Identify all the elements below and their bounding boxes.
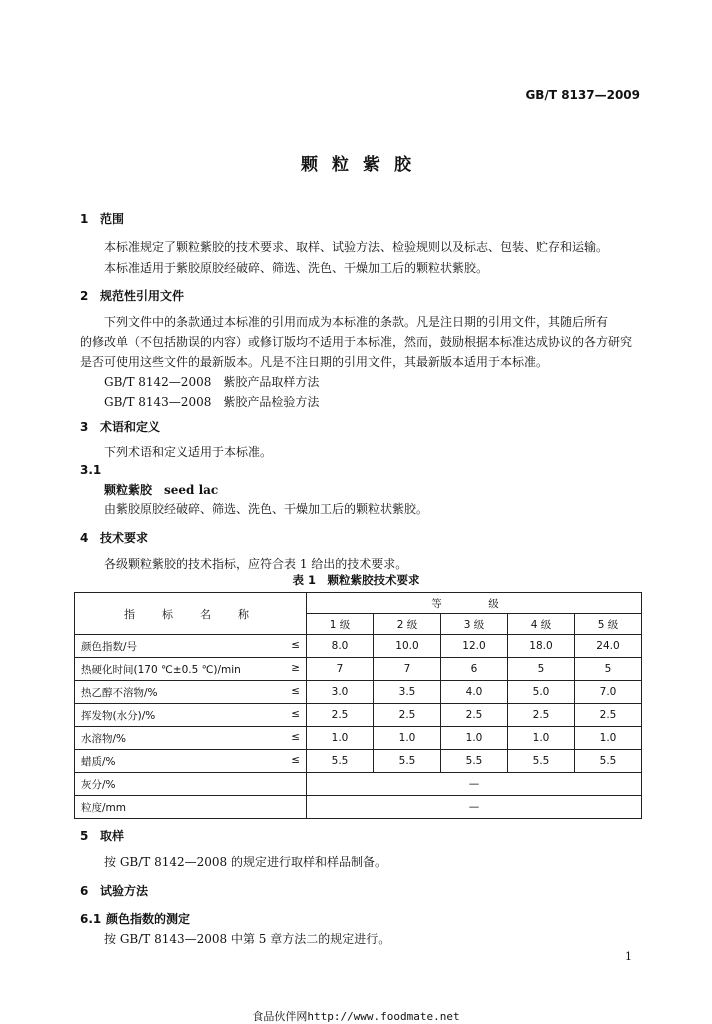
subsection-6-1-number: 6.1	[80, 912, 102, 926]
section-1-paragraph-2: 本标准适用于紫胶原胶经破碎、筛选、洗色、干燥加工后的颗粒状紫胶。	[104, 261, 489, 275]
table-row	[75, 796, 642, 819]
table-row	[75, 681, 642, 704]
table-cell: 2.5	[575, 704, 642, 727]
table-cell: 5.5	[575, 750, 642, 773]
subsection-6-1-title: 颜色指数的测定	[106, 912, 191, 926]
table-cell: 5.5	[508, 750, 575, 773]
row-label-cell	[75, 750, 307, 773]
section-4-paragraph: 各级颗粒紫胶的技术指标，应符合表 1 给出的技术要求。	[104, 557, 408, 571]
row-label: 粒度/mm	[75, 796, 307, 819]
table-cell: 5	[508, 658, 575, 681]
row-label: 颜色指数/号	[81, 640, 138, 653]
comparison-symbol: ≤	[291, 753, 300, 766]
reference-1: GB/T 8142—2008 紫胶产品取样方法	[104, 375, 320, 389]
table-row	[75, 635, 642, 658]
table-cell: 6	[441, 658, 508, 681]
row-label: 挥发物(水分)/%	[81, 709, 156, 722]
row-label: 热乙醇不溶物/%	[81, 686, 158, 699]
table-cell: 12.0	[441, 635, 508, 658]
table-cell: 1.0	[441, 727, 508, 750]
table-cell: 1.0	[508, 727, 575, 750]
table-cell: 3.5	[374, 681, 441, 704]
table-cell: 5	[575, 658, 642, 681]
row-label: 水溶物/%	[81, 732, 127, 745]
footer-watermark: 食品伙伴网http://www.foodmate.net	[252, 1010, 460, 1023]
level-header: 1 级	[307, 614, 374, 635]
table-row	[75, 773, 642, 796]
row-label: 灰分/%	[75, 773, 307, 796]
section-4-number: 4	[80, 531, 89, 545]
technical-requirements-table	[74, 592, 642, 819]
table-cell: 5.0	[508, 681, 575, 704]
table-cell: 10.0	[374, 635, 441, 658]
table-cell: 24.0	[575, 635, 642, 658]
row-label-cell	[75, 704, 307, 727]
page-number: 1	[625, 950, 632, 963]
section-5-title: 取样	[100, 829, 125, 843]
table-cell: 5.5	[307, 750, 374, 773]
table-cell: 2.5	[508, 704, 575, 727]
comparison-symbol: ≤	[291, 638, 300, 651]
subsection-3-1-number: 3.1	[80, 463, 102, 477]
table-cell: 5.5	[374, 750, 441, 773]
grade-header: 等 级	[307, 593, 642, 614]
table-caption: 表 1 颗粒紫胶技术要求	[292, 573, 420, 587]
table-row	[75, 704, 642, 727]
level-header: 3 级	[441, 614, 508, 635]
comparison-symbol: ≤	[291, 730, 300, 743]
level-header: 4 级	[508, 614, 575, 635]
section-2-paragraph-line-1: 下列文件中的条款通过本标准的引用而成为本标准的条款。凡是注日期的引用文件，其随后所有	[104, 315, 609, 329]
section-3-title: 术语和定义	[100, 420, 161, 434]
merged-cell: —	[307, 773, 642, 796]
level-header: 5 级	[575, 614, 642, 635]
term-name: 颗粒紫胶 seed lac	[104, 483, 219, 497]
merged-cell: —	[307, 796, 642, 819]
section-6-1-paragraph: 按 GB/T 8143—2008 中第 5 章方法二的规定进行。	[104, 932, 391, 946]
row-label-cell	[75, 727, 307, 750]
comparison-symbol: ≥	[291, 661, 300, 674]
table-cell: 1.0	[575, 727, 642, 750]
section-1-title: 范围	[100, 212, 125, 226]
section-1-number: 1	[80, 212, 89, 226]
table-row	[75, 750, 642, 773]
table-cell: 7.0	[575, 681, 642, 704]
table-cell: 2.5	[441, 704, 508, 727]
section-2-title: 规范性引用文件	[100, 289, 185, 303]
section-1-paragraph-1: 本标准规定了颗粒紫胶的技术要求、取样、试验方法、检验规则以及标志、包装、贮存和运输。	[104, 240, 609, 254]
table-cell: 3.0	[307, 681, 374, 704]
row-label-cell	[75, 658, 307, 681]
section-4-title: 技术要求	[100, 531, 149, 545]
table-cell: 1.0	[307, 727, 374, 750]
row-label: 热硬化时间(170 ℃±0.5 ℃)/min	[81, 663, 241, 676]
table-cell: 8.0	[307, 635, 374, 658]
table-row	[75, 658, 642, 681]
section-6-title: 试验方法	[100, 884, 149, 898]
section-2-number: 2	[80, 289, 89, 303]
table-cell: 7	[307, 658, 374, 681]
section-3-heading	[80, 418, 160, 435]
table-cell: 5.5	[441, 750, 508, 773]
standard-number: GB/T 8137—2009	[525, 88, 640, 102]
table-cell: 7	[374, 658, 441, 681]
indicator-name-header: 指 标 名 称	[75, 593, 307, 635]
section-1-heading	[80, 210, 124, 227]
level-header: 2 级	[374, 614, 441, 635]
term-definition: 由紫胶原胶经破碎、筛选、洗色、干燥加工后的颗粒状紫胶。	[104, 502, 429, 516]
section-3-number: 3	[80, 420, 89, 434]
section-5-number: 5	[80, 829, 89, 843]
section-2-paragraph-line-3: 是否可使用这些文件的最新版本。凡是不注日期的引用文件，其最新版本适用于本标准。	[80, 355, 549, 369]
section-4-heading	[80, 529, 148, 546]
comparison-symbol: ≤	[291, 707, 300, 720]
section-6-heading	[80, 882, 148, 899]
table-cell: 2.5	[374, 704, 441, 727]
section-3-paragraph: 下列术语和定义适用于本标准。	[104, 445, 273, 459]
section-6-number: 6	[80, 884, 89, 898]
table-row	[75, 727, 642, 750]
row-label-cell	[75, 635, 307, 658]
section-2-paragraph-line-2: 的修改单（不包括勘误的内容）或修订版均不适用于本标准，然而，鼓励根据本标准达成协议的各方研究	[80, 335, 633, 349]
table-cell: 1.0	[374, 727, 441, 750]
document-title: 颗粒紫胶	[301, 155, 425, 175]
table-cell: 4.0	[441, 681, 508, 704]
row-label-cell	[75, 681, 307, 704]
section-5-heading	[80, 827, 124, 844]
table-header-row-1	[75, 593, 642, 614]
row-label: 蜡质/%	[81, 755, 116, 768]
comparison-symbol: ≤	[291, 684, 300, 697]
section-2-heading	[80, 287, 184, 304]
table-cell: 2.5	[307, 704, 374, 727]
table-cell: 18.0	[508, 635, 575, 658]
section-5-paragraph: 按 GB/T 8142—2008 的规定进行取样和样品制备。	[104, 855, 387, 869]
reference-2: GB/T 8143—2008 紫胶产品检验方法	[104, 395, 320, 409]
subsection-6-1-heading	[80, 910, 190, 927]
